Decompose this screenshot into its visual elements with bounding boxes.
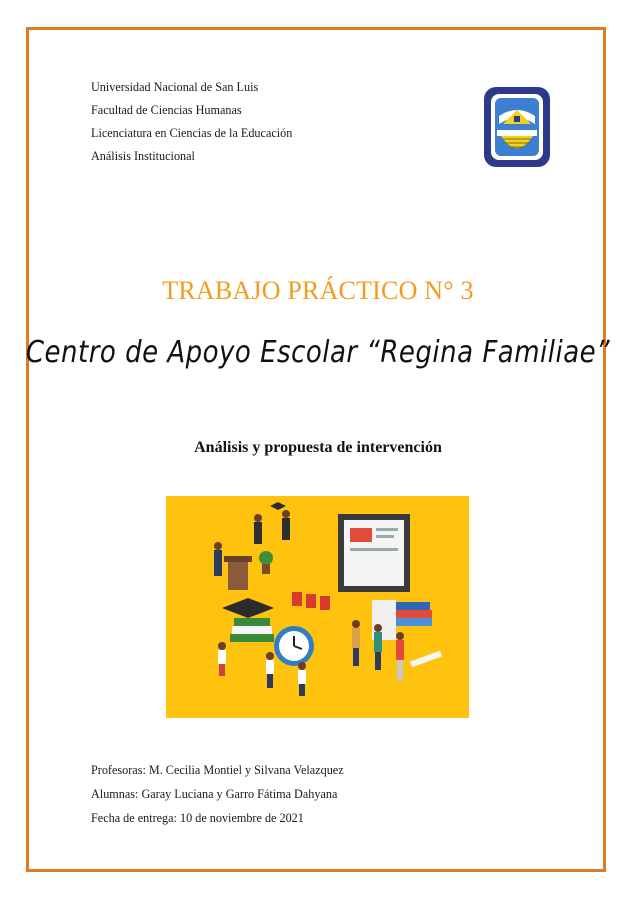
teachers-line: Profesoras: M. Cecilia Montiel y Silvana Velazquez <box>91 763 344 777</box>
university-logo <box>483 86 551 168</box>
course-name: Análisis Institucional <box>91 149 195 163</box>
institution-header <box>91 76 292 168</box>
university-name: Universidad Nacional de San Luis <box>91 80 259 94</box>
document-subtitle: Centro de Apoyo Escolar “Regina Familiae” <box>25 335 611 371</box>
section-heading: Análisis y propuesta de intervención <box>194 439 442 456</box>
due-date-line: Fecha de entrega: 10 de noviembre de 2021 <box>91 811 304 825</box>
degree-name: Licenciatura en Ciencias de la Educación <box>91 126 293 140</box>
faculty-name: Facultad de Ciencias Humanas <box>91 103 242 117</box>
document-footer <box>91 758 344 830</box>
students-line: Alumnas: Garay Luciana y Garro Fátima Dahyana <box>91 787 338 801</box>
education-illustration <box>166 496 469 718</box>
document-title: TRABAJO PRÁCTICO N° 3 <box>162 276 474 305</box>
